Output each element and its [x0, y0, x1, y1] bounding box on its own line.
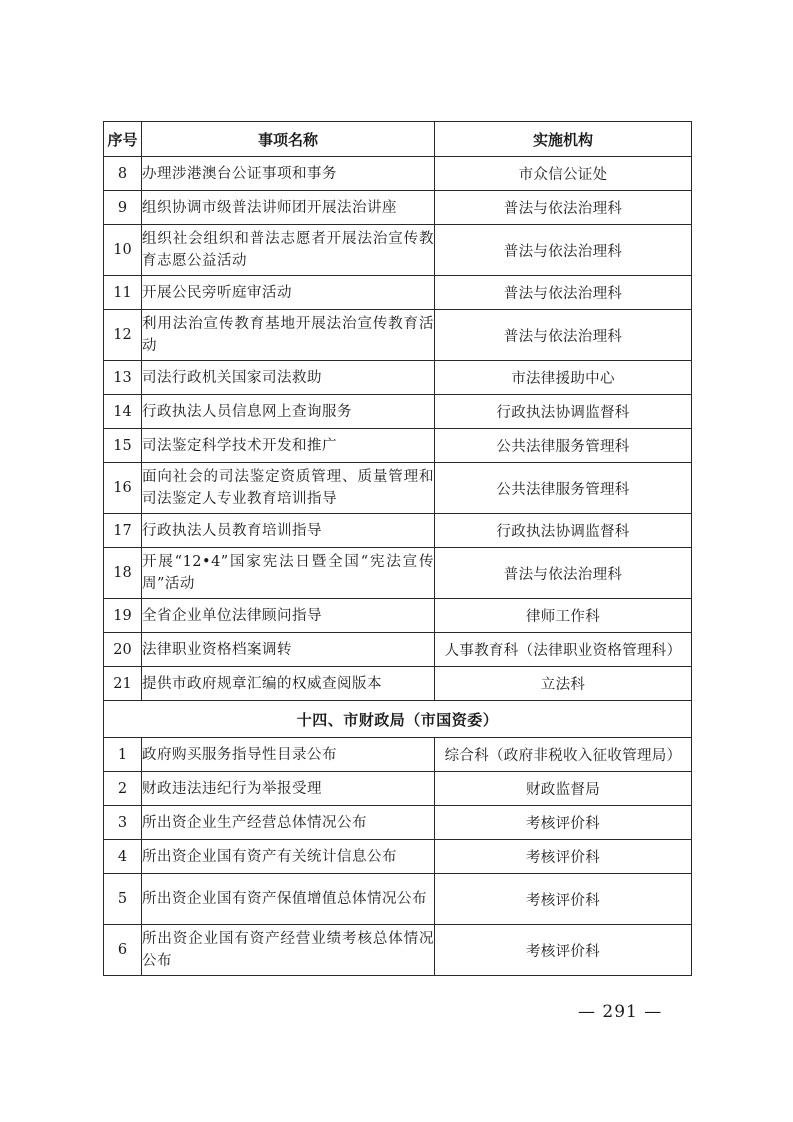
table-row [104, 157, 692, 191]
table-row [104, 548, 692, 599]
table-row [104, 806, 692, 840]
row-item-name: 司法行政机关国家司法救助 [142, 361, 435, 395]
table-header-row [104, 122, 692, 157]
row-item-name: 开展“12•4”国家宪法日暨全国“宪法宣传周”活动 [142, 548, 435, 599]
row-item-name: 司法鉴定科学技术开发和推广 [142, 429, 435, 463]
row-item-name: 组织社会组织和普法志愿者开展法治宣传教育志愿公益活动 [142, 225, 435, 276]
table-row [104, 840, 692, 874]
table-row [104, 276, 692, 310]
row-item-name: 政府购买服务指导性目录公布 [142, 738, 435, 772]
row-agency: 普法与依法治理科 [435, 310, 692, 361]
row-agency: 行政执法协调监督科 [435, 395, 692, 429]
row-serial: 10 [104, 225, 142, 276]
table-row [104, 361, 692, 395]
table-row [104, 599, 692, 633]
row-agency: 市众信公证处 [435, 157, 692, 191]
row-agency: 普法与依法治理科 [435, 548, 692, 599]
row-serial: 3 [104, 806, 142, 840]
row-item-name: 行政执法人员信息网上查询服务 [142, 395, 435, 429]
row-item-name: 所出资企业国有资产有关统计信息公布 [142, 840, 435, 874]
table-body-judicial [104, 157, 692, 701]
table-row [104, 772, 692, 806]
row-agency: 考核评价科 [435, 925, 692, 976]
row-serial: 6 [104, 925, 142, 976]
table-row [104, 514, 692, 548]
row-agency: 考核评价科 [435, 806, 692, 840]
row-agency: 考核评价科 [435, 874, 692, 925]
table-row [104, 225, 692, 276]
table-row [104, 633, 692, 667]
table-row [104, 874, 692, 925]
row-item-name: 利用法治宣传教育基地开展法治宣传教育活动 [142, 310, 435, 361]
row-agency: 律师工作科 [435, 599, 692, 633]
table-row [104, 191, 692, 225]
header-agency: 实施机构 [435, 122, 692, 157]
row-agency: 综合科（政府非税收入征收管理局） [435, 738, 692, 772]
row-serial: 15 [104, 429, 142, 463]
row-agency: 普法与依法治理科 [435, 191, 692, 225]
row-agency: 公共法律服务管理科 [435, 429, 692, 463]
page-number: — 291 — [578, 1002, 663, 1022]
table-row [104, 738, 692, 772]
row-agency: 市法律援助中心 [435, 361, 692, 395]
row-item-name: 所出资企业国有资产保值增值总体情况公布 [142, 874, 435, 925]
row-serial: 4 [104, 840, 142, 874]
row-serial: 11 [104, 276, 142, 310]
row-agency: 人事教育科（法律职业资格管理科） [435, 633, 692, 667]
row-agency: 普法与依法治理科 [435, 225, 692, 276]
row-agency: 公共法律服务管理科 [435, 463, 692, 514]
table-row [104, 925, 692, 976]
items-table [103, 121, 692, 976]
row-item-name: 所出资企业生产经营总体情况公布 [142, 806, 435, 840]
row-agency: 立法科 [435, 667, 692, 701]
row-serial: 19 [104, 599, 142, 633]
row-serial: 12 [104, 310, 142, 361]
table-row [104, 310, 692, 361]
row-agency: 考核评价科 [435, 840, 692, 874]
row-serial: 16 [104, 463, 142, 514]
table-section [104, 701, 692, 738]
row-item-name: 法律职业资格档案调转 [142, 633, 435, 667]
row-serial: 17 [104, 514, 142, 548]
header-item-name: 事项名称 [142, 122, 435, 157]
row-serial: 8 [104, 157, 142, 191]
section-row [104, 701, 692, 738]
row-serial: 9 [104, 191, 142, 225]
row-agency: 财政监督局 [435, 772, 692, 806]
row-item-name: 办理涉港澳台公证事项和事务 [142, 157, 435, 191]
section-title: 十四、市财政局（市国资委） [104, 701, 692, 738]
row-serial: 5 [104, 874, 142, 925]
table-row [104, 395, 692, 429]
table-row [104, 667, 692, 701]
table-body-finance [104, 738, 692, 976]
row-serial: 18 [104, 548, 142, 599]
table-row [104, 463, 692, 514]
row-item-name: 全省企业单位法律顾问指导 [142, 599, 435, 633]
row-item-name: 财政违法违纪行为举报受理 [142, 772, 435, 806]
header-serial: 序号 [104, 122, 142, 157]
row-agency: 行政执法协调监督科 [435, 514, 692, 548]
row-item-name: 提供市政府规章汇编的权威查阅版本 [142, 667, 435, 701]
row-item-name: 面向社会的司法鉴定资质管理、质量管理和司法鉴定人专业教育培训指导 [142, 463, 435, 514]
row-item-name: 行政执法人员教育培训指导 [142, 514, 435, 548]
row-item-name: 组织协调市级普法讲师团开展法治讲座 [142, 191, 435, 225]
row-serial: 20 [104, 633, 142, 667]
row-agency: 普法与依法治理科 [435, 276, 692, 310]
row-serial: 21 [104, 667, 142, 701]
row-item-name: 开展公民旁听庭审活动 [142, 276, 435, 310]
row-serial: 14 [104, 395, 142, 429]
row-serial: 13 [104, 361, 142, 395]
row-item-name: 所出资企业国有资产经营业绩考核总体情况公布 [142, 925, 435, 976]
row-serial: 2 [104, 772, 142, 806]
table-row [104, 429, 692, 463]
row-serial: 1 [104, 738, 142, 772]
